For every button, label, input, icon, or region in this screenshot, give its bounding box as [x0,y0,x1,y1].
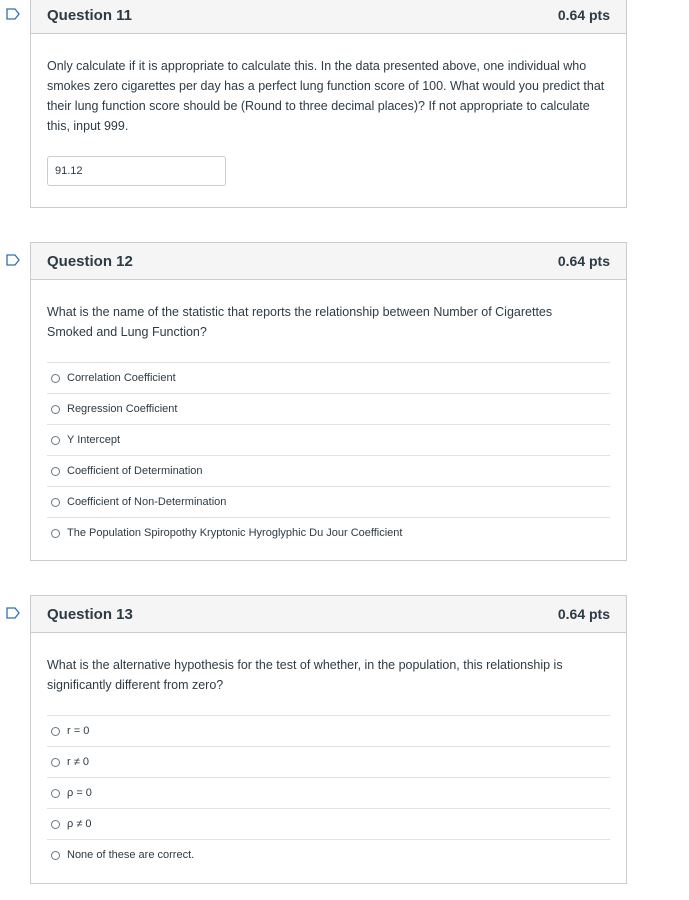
question-13 [30,595,627,884]
flag-question-icon[interactable] [6,607,20,619]
question-text: What is the alternative hypothesis for the test of whether, in the population, this relationship is significantly different from zero? [47,658,563,692]
answer-label: Coefficient of Determination [67,465,203,477]
answer-label: Correlation Coefficient [67,372,176,384]
question-header [31,596,626,633]
answer-option[interactable] [47,455,610,486]
radio-button[interactable] [51,436,60,445]
answer-label: None of these are correct. [67,849,195,861]
answer-label: r = 0 [67,725,90,737]
radio-button[interactable] [51,405,60,414]
question-11 [30,0,627,208]
radio-button[interactable] [51,727,60,736]
radio-button[interactable] [51,467,60,476]
answer-label: The Population Spiropothy Kryptonic Hyroglyphic Du Jour Coefficient [67,527,403,539]
question-title: Question 11 [47,6,133,24]
numeric-answer-input[interactable] [47,156,226,186]
answer-option[interactable] [47,839,610,870]
question-points: 0.64 pts [557,606,610,622]
question-text: Only calculate if it is appropriate to calculate this. In the data presented above, one individual who smokes zero cigarettes per day has a perfect lung function score of 100. What would you predict that their lung function score should be (Round to three decimal places)? If not appropriate to calculate this, input 999. [47,59,605,133]
question-header [31,0,626,34]
question-header [31,243,626,280]
answer-list [47,715,610,884]
flag-question-icon[interactable] [6,8,20,20]
answer-label: Y Intercept [67,434,120,446]
radio-button[interactable] [51,820,60,829]
radio-button[interactable] [51,758,60,767]
radio-button[interactable] [51,529,60,538]
radio-button[interactable] [51,498,60,507]
radio-button[interactable] [51,374,60,383]
question-text: What is the name of the statistic that reports the relationship between Number of Cigarettes Smoked and Lung Function? [47,305,553,339]
flag-question-icon[interactable] [6,254,20,266]
answer-option[interactable] [47,746,610,777]
answer-option[interactable] [47,362,610,393]
answer-option[interactable] [47,486,610,517]
radio-button[interactable] [51,851,60,860]
answer-option[interactable] [47,715,610,746]
answer-option[interactable] [47,517,610,548]
answer-label: Regression Coefficient [67,403,178,415]
question-points: 0.64 pts [557,7,610,23]
answer-option[interactable] [47,424,610,455]
radio-button[interactable] [51,789,60,798]
answer-option[interactable] [47,777,610,808]
answer-label: Coefficient of Non-Determination [67,496,227,508]
answer-option[interactable] [47,393,610,424]
answer-list [47,362,610,562]
question-12 [30,242,627,561]
answer-label: ρ ≠ 0 [67,818,92,830]
answer-option[interactable] [47,808,610,839]
question-title: Question 13 [47,605,133,623]
question-points: 0.64 pts [557,253,610,269]
answer-label: r ≠ 0 [67,756,89,768]
answer-label: ρ = 0 [67,787,92,799]
question-title: Question 12 [47,252,133,270]
